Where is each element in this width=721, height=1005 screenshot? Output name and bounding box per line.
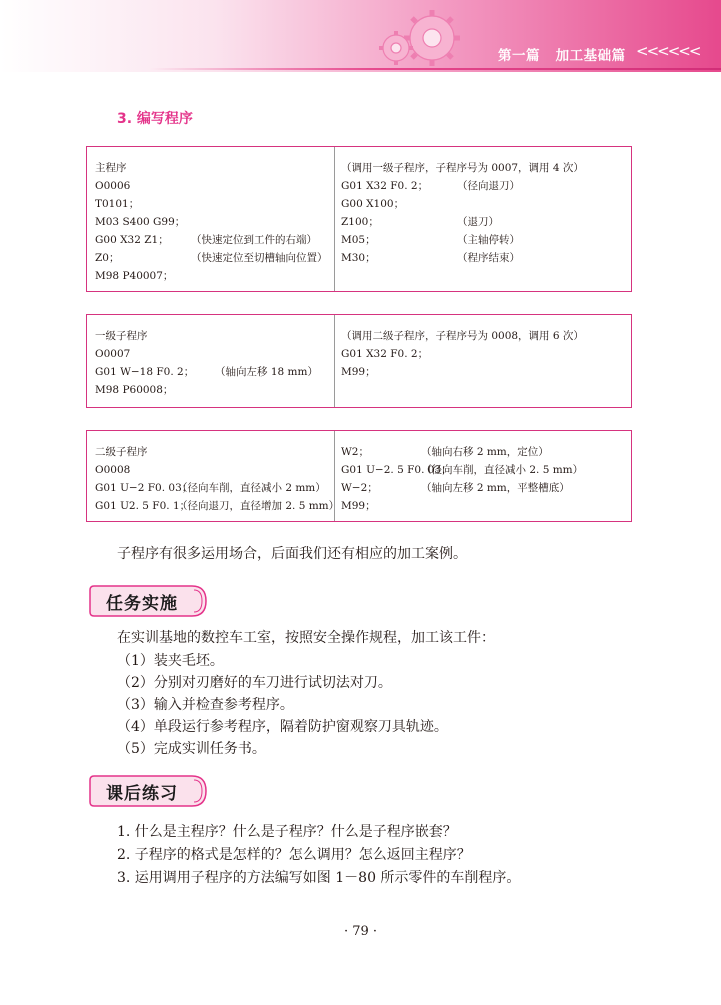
code-comment: （主轴停转） [457, 234, 520, 246]
code-line [95, 363, 334, 381]
code-line [95, 195, 334, 213]
task-step: （3）输入并检查参考程序。 [117, 697, 294, 713]
code-text: （调用二级子程序，子程序号为 0008，调用 6 次） [341, 330, 584, 342]
code-text: M98 P60008； [95, 384, 174, 396]
code-text: G01 X32 F0. 2； [341, 180, 429, 192]
code-comment: （快速定位至切槽轴向位置） [191, 252, 328, 264]
code-text: G01 W−18 F0. 2； [95, 366, 195, 378]
code-line [95, 345, 334, 363]
code-line [341, 497, 631, 515]
task-step: （1）装夹毛坯。 [117, 653, 224, 669]
code-line [341, 443, 631, 461]
code-line [341, 461, 631, 479]
code-line [341, 249, 631, 267]
task-banner [88, 584, 208, 618]
code-comment: （轴向左移 18 mm） [215, 366, 318, 378]
exercise-item: 3. 运用调用子程序的方法编写如图 1－80 所示零件的车削程序。 [117, 870, 521, 886]
code-line [341, 231, 631, 249]
code-text: Z100； [341, 216, 379, 228]
level2-subprogram-right [335, 431, 631, 521]
exercise-item: 2. 子程序的格式是怎样的？怎么调用？怎么返回主程序？ [117, 847, 471, 863]
code-text: 二级子程序 [95, 446, 148, 458]
task-step: （2）分别对刃磨好的车刀进行试切法对刀。 [117, 675, 392, 691]
code-comment: （径向退刀） [457, 180, 520, 192]
main-program-right [335, 147, 631, 291]
task-step: （5）完成实训任务书。 [117, 741, 266, 757]
gears-icon [360, 2, 470, 72]
code-line [341, 327, 631, 345]
code-text: M30； [341, 252, 376, 264]
code-text: G01 U−2. 5 F0. 03； [341, 464, 452, 476]
code-text: M99； [341, 366, 376, 378]
level1-subprogram-left [87, 315, 335, 407]
code-text: G01 X32 F0. 2； [341, 348, 429, 360]
code-line [95, 231, 334, 249]
code-comment: （轴向右移 2 mm，定位） [421, 446, 549, 458]
section-heading: 3. 编写程序 [117, 111, 193, 127]
chevrons-icon: <<<<<< [636, 42, 700, 60]
code-line [95, 497, 340, 515]
code-text: 一级子程序 [95, 330, 148, 342]
exercise-item: 1. 什么是主程序？什么是子程序？什么是子程序嵌套？ [117, 824, 457, 840]
code-text: M05； [341, 234, 376, 246]
code-line [95, 267, 334, 285]
code-text: T0101； [95, 198, 140, 210]
code-comment: （轴向左移 2 mm，平整槽底） [421, 482, 570, 494]
code-line [341, 213, 631, 231]
code-text: M98 P40007； [95, 270, 174, 282]
task-step: （4）单段运行参考程序，隔着防护窗观察刀具轨迹。 [117, 719, 448, 735]
code-text: O0007 [95, 348, 131, 360]
code-comment: （径向车削，直径减小 2 mm） [177, 482, 326, 494]
level2-subprogram-left [87, 431, 340, 521]
code-line [95, 479, 334, 497]
code-line [341, 479, 631, 497]
code-line [95, 461, 334, 479]
code-text: 主程序 [95, 162, 127, 174]
level1-subprogram-box [86, 314, 632, 408]
code-text: Z0； [95, 252, 120, 264]
code-text: O0008 [95, 464, 131, 476]
code-comment: （快速定位到工件的右端） [191, 234, 317, 246]
code-text: G01 U−2 F0. 03； [95, 482, 193, 494]
code-text: W−2； [341, 482, 378, 494]
code-text: W2； [341, 446, 369, 458]
code-text: M99； [341, 500, 376, 512]
code-line [341, 177, 631, 195]
task-title: 任务实施 [106, 594, 178, 614]
code-comment: （径向车削，直径减小 2. 5 mm） [421, 464, 584, 476]
code-line [95, 213, 334, 231]
code-line [341, 195, 631, 213]
code-text: G00 X32 Z1； [95, 234, 169, 246]
task-intro: 在实训基地的数控车工室，按照安全操作规程，加工该工件： [117, 630, 495, 646]
exercise-title: 课后练习 [106, 784, 178, 804]
chapter-title: 第一篇 加工基础篇 [498, 48, 626, 64]
level2-subprogram-box [86, 430, 632, 522]
exercise-banner [88, 774, 208, 808]
code-comment: （程序结束） [457, 252, 520, 264]
code-line [95, 443, 334, 461]
code-text: G00 X100； [341, 198, 405, 210]
code-comment: （退刀） [457, 216, 499, 228]
code-line [95, 177, 334, 195]
code-line [95, 249, 334, 267]
main-program-box [86, 146, 632, 292]
code-text: M03 S400 G99； [95, 216, 186, 228]
code-line [95, 159, 334, 177]
summary-paragraph: 子程序有很多运用场合，后面我们还有相应的加工案例。 [117, 546, 467, 562]
code-line [341, 363, 631, 381]
code-text: O0006 [95, 180, 131, 192]
code-text: G01 U2. 5 F0. 1； [95, 500, 191, 512]
level1-subprogram-right [335, 315, 631, 407]
main-program-left [87, 147, 335, 291]
code-line [95, 327, 334, 345]
code-line [95, 381, 334, 399]
code-text: （调用一级子程序，子程序号为 0007，调用 4 次） [341, 162, 584, 174]
code-comment: （径向退刀，直径增加 2. 5 mm） [177, 500, 340, 512]
code-line [341, 345, 631, 363]
code-line [341, 159, 631, 177]
page-number: · 79 · [343, 924, 378, 939]
